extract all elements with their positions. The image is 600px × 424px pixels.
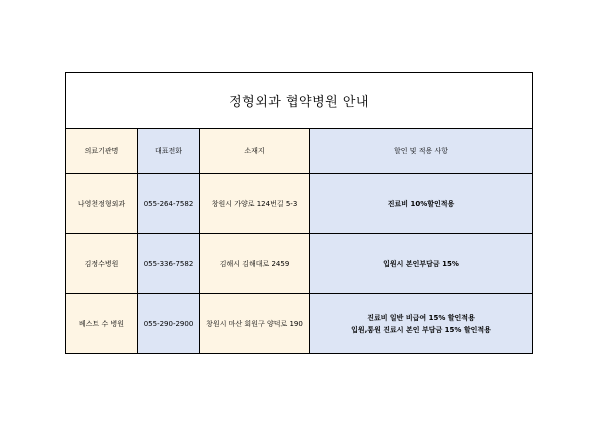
- discount-cell: [310, 234, 533, 294]
- address-cell: 창원시 마산 회원구 양덕로 190: [200, 294, 310, 354]
- hospital-info-table: [65, 72, 533, 354]
- discount-line: 입원,통원 진료시 본인 부담금 15% 할인적용: [351, 325, 491, 334]
- phone-cell: 055-336-7582: [138, 234, 200, 294]
- header-hospital-name: 의료기관명: [66, 129, 138, 174]
- header-discount: 할인 및 적용 사항: [310, 129, 533, 174]
- discount-cell: [310, 174, 533, 234]
- hospital-name-cell: 김정수병원: [66, 234, 138, 294]
- table-row: [66, 294, 533, 354]
- discount-line: 진료비 일반 비급여 15% 할인적용: [367, 313, 475, 322]
- table-row: [66, 234, 533, 294]
- discount-cell: [310, 294, 533, 354]
- address-cell: 김해시 김해대로 2459: [200, 234, 310, 294]
- table-row: [66, 174, 533, 234]
- header-row: [66, 129, 533, 174]
- address-cell: 창원시 가양로 124번길 5-3: [200, 174, 310, 234]
- header-phone: 대표전화: [138, 129, 200, 174]
- hospital-name-cell: 나영천정형외과: [66, 174, 138, 234]
- hospital-name-cell: 베스트 수 병원: [66, 294, 138, 354]
- phone-cell: 055-290-2900: [138, 294, 200, 354]
- phone-cell: 055-264-7582: [138, 174, 200, 234]
- discount-line: 진료비 10%할인적용: [387, 199, 455, 208]
- discount-line: 입원시 본인부담금 15%: [383, 259, 459, 268]
- document-title: 정형외과 협약병원 안내: [66, 73, 533, 129]
- title-row: [66, 73, 533, 129]
- header-address: 소재지: [200, 129, 310, 174]
